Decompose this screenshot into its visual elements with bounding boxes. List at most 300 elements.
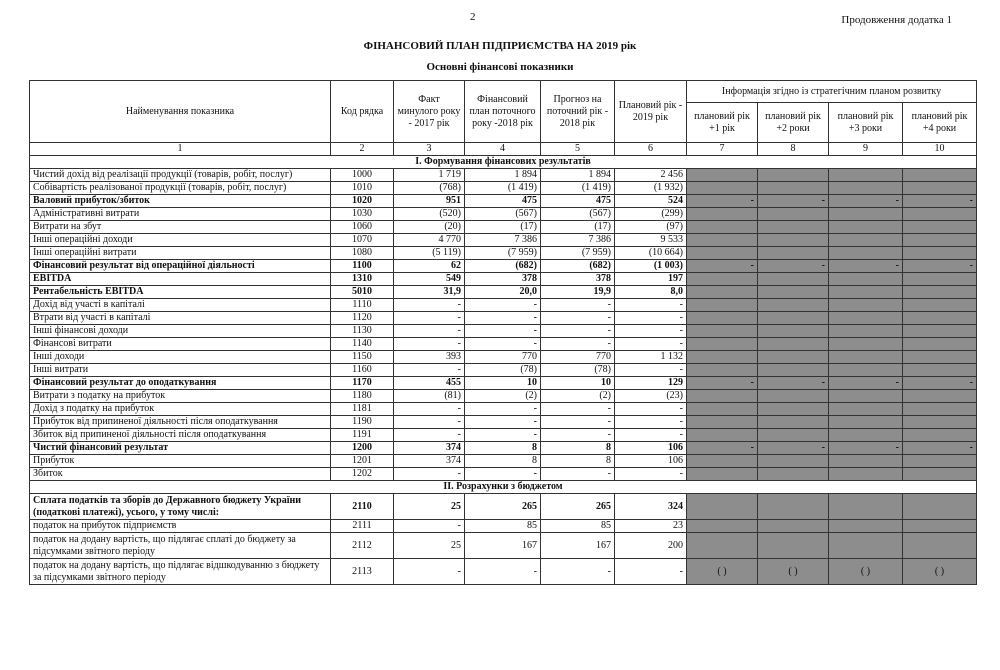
plan-2018-value: 7 386 xyxy=(465,234,541,247)
strategic-cell: - xyxy=(903,442,977,455)
planned-2019-value: - xyxy=(615,559,687,585)
row-code: 1070 xyxy=(331,234,394,247)
table-row xyxy=(30,208,977,221)
strategic-cell xyxy=(758,468,829,481)
row-name: податок на додану вартість, що підлягає відшкодуванню з бюджету за підсумками звітного періоду xyxy=(30,559,331,585)
planned-2019-value: 1 132 xyxy=(615,351,687,364)
planned-2019-value: 8,0 xyxy=(615,286,687,299)
strategic-cell xyxy=(687,364,758,377)
column-number: 1 xyxy=(30,143,331,156)
table-row xyxy=(30,325,977,338)
strategic-cell xyxy=(903,455,977,468)
row-code: 1191 xyxy=(331,429,394,442)
document-subtitle: Основні фінансові показники xyxy=(426,61,574,73)
plan-2018-value: - xyxy=(465,299,541,312)
planned-2019-value: - xyxy=(615,338,687,351)
strategic-cell xyxy=(758,169,829,182)
forecast-2018-value: - xyxy=(541,429,615,442)
strategic-cell: - xyxy=(903,260,977,273)
strategic-cell: ( ) xyxy=(758,559,829,585)
strategic-cell xyxy=(903,390,977,403)
strategic-cell xyxy=(758,208,829,221)
strategic-cell xyxy=(758,364,829,377)
strategic-cell xyxy=(903,208,977,221)
strategic-cell xyxy=(903,338,977,351)
planned-2019-value: (10 664) xyxy=(615,247,687,260)
strategic-cell: - xyxy=(829,377,903,390)
strategic-cell xyxy=(687,351,758,364)
planned-2019-value: 524 xyxy=(615,195,687,208)
header-planned: Плановий рік - 2019 рік xyxy=(615,81,687,143)
section-title: II. Розрахунки з бюджетом xyxy=(30,481,977,494)
table-row xyxy=(30,377,977,390)
plan-2018-value: (2) xyxy=(465,390,541,403)
forecast-2018-value: - xyxy=(541,299,615,312)
row-name: Валовий прибуток/збиток xyxy=(30,195,331,208)
row-code: 1080 xyxy=(331,247,394,260)
forecast-2018-value: - xyxy=(541,559,615,585)
financial-plan-table xyxy=(29,80,977,585)
row-code: 1310 xyxy=(331,273,394,286)
strategic-cell xyxy=(758,182,829,195)
strategic-cell xyxy=(687,468,758,481)
row-code: 1030 xyxy=(331,208,394,221)
forecast-2018-value: - xyxy=(541,468,615,481)
forecast-2018-value: - xyxy=(541,403,615,416)
planned-2019-value: - xyxy=(615,416,687,429)
strategic-cell xyxy=(829,286,903,299)
table-row xyxy=(30,403,977,416)
strategic-cell xyxy=(687,182,758,195)
strategic-cell xyxy=(758,325,829,338)
fact-2017-value: - xyxy=(394,416,465,429)
fact-2017-value: (768) xyxy=(394,182,465,195)
table-row xyxy=(30,182,977,195)
strategic-cell xyxy=(903,429,977,442)
table-row xyxy=(30,351,977,364)
forecast-2018-value: - xyxy=(541,312,615,325)
strategic-cell: - xyxy=(829,442,903,455)
strategic-cell xyxy=(829,468,903,481)
strategic-cell xyxy=(829,390,903,403)
row-code: 1060 xyxy=(331,221,394,234)
header-plus3: плановий рік +3 роки xyxy=(829,103,903,143)
planned-2019-value: 2 456 xyxy=(615,169,687,182)
strategic-cell xyxy=(687,273,758,286)
row-code: 2111 xyxy=(331,520,394,533)
planned-2019-value: 200 xyxy=(615,533,687,559)
strategic-cell xyxy=(903,247,977,260)
table-row xyxy=(30,416,977,429)
strategic-cell xyxy=(687,390,758,403)
forecast-2018-value: 7 386 xyxy=(541,234,615,247)
forecast-2018-value: 770 xyxy=(541,351,615,364)
strategic-cell xyxy=(829,299,903,312)
row-code: 2112 xyxy=(331,533,394,559)
row-code: 2113 xyxy=(331,559,394,585)
row-code: 1170 xyxy=(331,377,394,390)
plan-2018-value: (78) xyxy=(465,364,541,377)
fact-2017-value: - xyxy=(394,299,465,312)
strategic-cell: - xyxy=(687,195,758,208)
page-number: 2 xyxy=(470,11,476,23)
fact-2017-value: 62 xyxy=(394,260,465,273)
table-row xyxy=(30,455,977,468)
header-plus4: плановий рік +4 роки xyxy=(903,103,977,143)
strategic-cell xyxy=(758,299,829,312)
planned-2019-value: 129 xyxy=(615,377,687,390)
plan-2018-value: (682) xyxy=(465,260,541,273)
forecast-2018-value: 475 xyxy=(541,195,615,208)
table-row xyxy=(30,247,977,260)
row-code: 1100 xyxy=(331,260,394,273)
plan-2018-value: 770 xyxy=(465,351,541,364)
strategic-cell: - xyxy=(903,195,977,208)
plan-2018-value: - xyxy=(465,468,541,481)
row-name: Інші витрати xyxy=(30,364,331,377)
table-row xyxy=(30,195,977,208)
strategic-cell xyxy=(829,403,903,416)
fact-2017-value: - xyxy=(394,468,465,481)
strategic-cell xyxy=(903,299,977,312)
row-code: 1180 xyxy=(331,390,394,403)
strategic-cell: ( ) xyxy=(829,559,903,585)
fact-2017-value: - xyxy=(394,559,465,585)
strategic-cell xyxy=(687,299,758,312)
column-number: 2 xyxy=(331,143,394,156)
forecast-2018-value: (567) xyxy=(541,208,615,221)
forecast-2018-value: 10 xyxy=(541,377,615,390)
strategic-cell xyxy=(903,286,977,299)
plan-2018-value: - xyxy=(465,559,541,585)
table-row xyxy=(30,260,977,273)
forecast-2018-value: (682) xyxy=(541,260,615,273)
strategic-cell xyxy=(903,221,977,234)
column-number: 4 xyxy=(465,143,541,156)
row-code: 1120 xyxy=(331,312,394,325)
header-forecast: Прогноз на поточний рік - 2018 рік xyxy=(541,81,615,143)
strategic-cell xyxy=(687,455,758,468)
forecast-2018-value: 8 xyxy=(541,455,615,468)
table-row xyxy=(30,442,977,455)
plan-2018-value: 475 xyxy=(465,195,541,208)
strategic-cell xyxy=(758,455,829,468)
strategic-cell xyxy=(903,364,977,377)
strategic-cell xyxy=(829,182,903,195)
table-row xyxy=(30,169,977,182)
table-row xyxy=(30,494,977,520)
row-name: Собівартість реалізованої продукції (товарів, робіт, послуг) xyxy=(30,182,331,195)
strategic-cell xyxy=(829,169,903,182)
fact-2017-value: - xyxy=(394,429,465,442)
strategic-cell xyxy=(687,247,758,260)
forecast-2018-value: (78) xyxy=(541,364,615,377)
strategic-cell xyxy=(758,273,829,286)
row-name: Адміністративні витрати xyxy=(30,208,331,221)
table-row xyxy=(30,468,977,481)
forecast-2018-value: 1 894 xyxy=(541,169,615,182)
row-code: 1150 xyxy=(331,351,394,364)
header-plus1: плановий рік +1 рік xyxy=(687,103,758,143)
strategic-cell xyxy=(903,182,977,195)
row-name: Інші операційні доходи xyxy=(30,234,331,247)
row-code: 5010 xyxy=(331,286,394,299)
table-row xyxy=(30,390,977,403)
strategic-cell xyxy=(903,312,977,325)
forecast-2018-value: 19,9 xyxy=(541,286,615,299)
planned-2019-value: - xyxy=(615,429,687,442)
table-row xyxy=(30,273,977,286)
plan-2018-value: 8 xyxy=(465,442,541,455)
strategic-cell xyxy=(758,390,829,403)
row-name: Витрати на збут xyxy=(30,221,331,234)
strategic-cell xyxy=(758,221,829,234)
strategic-cell: - xyxy=(687,442,758,455)
fact-2017-value: - xyxy=(394,364,465,377)
planned-2019-value: - xyxy=(615,325,687,338)
row-code: 1181 xyxy=(331,403,394,416)
row-name: Інші операційні витрати xyxy=(30,247,331,260)
strategic-cell xyxy=(903,169,977,182)
fact-2017-value: - xyxy=(394,403,465,416)
strategic-cell xyxy=(758,338,829,351)
table-row xyxy=(30,429,977,442)
strategic-cell xyxy=(903,416,977,429)
header-strategic: Інформація згідно із стратегічним планом розвитку xyxy=(687,81,977,103)
strategic-cell: - xyxy=(903,377,977,390)
fact-2017-value: 31,9 xyxy=(394,286,465,299)
plan-2018-value: 10 xyxy=(465,377,541,390)
row-name: Фінансові витрати xyxy=(30,338,331,351)
column-number: 7 xyxy=(687,143,758,156)
column-number: 9 xyxy=(829,143,903,156)
strategic-cell xyxy=(903,533,977,559)
strategic-cell xyxy=(829,234,903,247)
strategic-cell xyxy=(829,312,903,325)
strategic-cell xyxy=(687,429,758,442)
plan-2018-value: 20,0 xyxy=(465,286,541,299)
strategic-cell: - xyxy=(758,377,829,390)
strategic-cell xyxy=(687,403,758,416)
strategic-cell: - xyxy=(758,260,829,273)
forecast-2018-value: - xyxy=(541,338,615,351)
plan-2018-value: - xyxy=(465,312,541,325)
strategic-cell xyxy=(829,325,903,338)
row-name: податок на прибуток підприємств xyxy=(30,520,331,533)
row-code: 1010 xyxy=(331,182,394,195)
column-number: 5 xyxy=(541,143,615,156)
document-title: ФІНАНСОВИЙ ПЛАН ПІДПРИЄМСТВА НА 2019 рік xyxy=(363,40,637,52)
plan-2018-value: 265 xyxy=(465,494,541,520)
planned-2019-value: 9 533 xyxy=(615,234,687,247)
row-code: 1201 xyxy=(331,455,394,468)
row-name: Сплата податків та зборів до Державного бюджету України (податкові платежі), усього, у тому числі: xyxy=(30,494,331,520)
header-fact: Факт минулого року - 2017 рік xyxy=(394,81,465,143)
row-name: Чистий дохід від реалізації продукції (товарів, робіт, послуг) xyxy=(30,169,331,182)
table-row xyxy=(30,286,977,299)
planned-2019-value: (23) xyxy=(615,390,687,403)
strategic-cell xyxy=(687,169,758,182)
strategic-cell: - xyxy=(758,442,829,455)
fact-2017-value: - xyxy=(394,312,465,325)
row-code: 1020 xyxy=(331,195,394,208)
table-row xyxy=(30,312,977,325)
strategic-cell: - xyxy=(829,260,903,273)
table-row xyxy=(30,221,977,234)
table-row xyxy=(30,520,977,533)
strategic-cell xyxy=(758,429,829,442)
fact-2017-value: 374 xyxy=(394,455,465,468)
strategic-cell xyxy=(829,338,903,351)
forecast-2018-value: 85 xyxy=(541,520,615,533)
row-code: 1000 xyxy=(331,169,394,182)
plan-2018-value: - xyxy=(465,403,541,416)
forecast-2018-value: (2) xyxy=(541,390,615,403)
strategic-cell xyxy=(758,351,829,364)
section-header xyxy=(30,481,977,494)
fact-2017-value: 549 xyxy=(394,273,465,286)
planned-2019-value: 106 xyxy=(615,455,687,468)
row-name: EBITDA xyxy=(30,273,331,286)
row-name: Прибуток xyxy=(30,455,331,468)
forecast-2018-value: - xyxy=(541,416,615,429)
strategic-cell: ( ) xyxy=(903,559,977,585)
row-name: Збиток xyxy=(30,468,331,481)
strategic-cell xyxy=(758,416,829,429)
strategic-cell xyxy=(903,468,977,481)
section-title: I. Формування фінансових результатів xyxy=(30,156,977,169)
strategic-cell xyxy=(758,533,829,559)
fact-2017-value: 455 xyxy=(394,377,465,390)
strategic-cell xyxy=(687,234,758,247)
plan-2018-value: (17) xyxy=(465,221,541,234)
strategic-cell xyxy=(829,221,903,234)
strategic-cell xyxy=(687,312,758,325)
strategic-cell xyxy=(829,494,903,520)
plan-2018-value: 1 894 xyxy=(465,169,541,182)
fact-2017-value: - xyxy=(394,338,465,351)
row-code: 1200 xyxy=(331,442,394,455)
planned-2019-value: (97) xyxy=(615,221,687,234)
row-name: Чистий фінансовий результат xyxy=(30,442,331,455)
strategic-cell xyxy=(829,533,903,559)
strategic-cell xyxy=(687,208,758,221)
fact-2017-value: (20) xyxy=(394,221,465,234)
strategic-cell xyxy=(829,429,903,442)
strategic-cell xyxy=(687,520,758,533)
strategic-cell xyxy=(758,312,829,325)
row-code: 1190 xyxy=(331,416,394,429)
header-code: Код рядка xyxy=(331,81,394,143)
strategic-cell xyxy=(903,403,977,416)
planned-2019-value: (1 003) xyxy=(615,260,687,273)
forecast-2018-value: 167 xyxy=(541,533,615,559)
planned-2019-value: 106 xyxy=(615,442,687,455)
strategic-cell xyxy=(829,247,903,260)
column-number: 8 xyxy=(758,143,829,156)
strategic-cell xyxy=(829,416,903,429)
plan-2018-value: 167 xyxy=(465,533,541,559)
fact-2017-value: 4 770 xyxy=(394,234,465,247)
column-number: 6 xyxy=(615,143,687,156)
table-row xyxy=(30,234,977,247)
header-fin-plan: Фінансовий план поточного року -2018 рік xyxy=(465,81,541,143)
fact-2017-value: 374 xyxy=(394,442,465,455)
row-code: 2110 xyxy=(331,494,394,520)
strategic-cell xyxy=(687,533,758,559)
row-name: Дохід з податку на прибуток xyxy=(30,403,331,416)
plan-2018-value: 85 xyxy=(465,520,541,533)
row-name: Інші фінансові доходи xyxy=(30,325,331,338)
strategic-cell xyxy=(687,286,758,299)
forecast-2018-value: - xyxy=(541,325,615,338)
table-row xyxy=(30,299,977,312)
planned-2019-value: - xyxy=(615,403,687,416)
strategic-cell xyxy=(829,520,903,533)
row-name: Фінансовий результат до оподаткування xyxy=(30,377,331,390)
strategic-cell xyxy=(687,221,758,234)
strategic-cell xyxy=(758,494,829,520)
planned-2019-value: 23 xyxy=(615,520,687,533)
plan-2018-value: - xyxy=(465,429,541,442)
plan-2018-value: 378 xyxy=(465,273,541,286)
strategic-cell xyxy=(903,520,977,533)
row-name: Фінансовий результат від операційної діяльності xyxy=(30,260,331,273)
fact-2017-value: 25 xyxy=(394,533,465,559)
row-code: 1130 xyxy=(331,325,394,338)
forecast-2018-value: (17) xyxy=(541,221,615,234)
fact-2017-value: (520) xyxy=(394,208,465,221)
strategic-cell xyxy=(758,234,829,247)
row-code: 1202 xyxy=(331,468,394,481)
strategic-cell xyxy=(829,364,903,377)
fact-2017-value: 25 xyxy=(394,494,465,520)
forecast-2018-value: 8 xyxy=(541,442,615,455)
row-name: Втрати від участі в капіталі xyxy=(30,312,331,325)
strategic-cell: ( ) xyxy=(687,559,758,585)
planned-2019-value: (299) xyxy=(615,208,687,221)
table-row xyxy=(30,533,977,559)
forecast-2018-value: 378 xyxy=(541,273,615,286)
forecast-2018-value: (7 959) xyxy=(541,247,615,260)
strategic-cell xyxy=(758,520,829,533)
row-name: Рентабельність EBITDA xyxy=(30,286,331,299)
strategic-cell: - xyxy=(829,195,903,208)
forecast-2018-value: 265 xyxy=(541,494,615,520)
planned-2019-value: - xyxy=(615,312,687,325)
planned-2019-value: 324 xyxy=(615,494,687,520)
strategic-cell xyxy=(758,403,829,416)
row-name: Збиток від припиненої діяльності після оподаткування xyxy=(30,429,331,442)
strategic-cell xyxy=(687,325,758,338)
row-name: Інші доходи xyxy=(30,351,331,364)
plan-2018-value: - xyxy=(465,338,541,351)
strategic-cell xyxy=(687,338,758,351)
plan-2018-value: (567) xyxy=(465,208,541,221)
row-name: Витрати з податку на прибуток xyxy=(30,390,331,403)
strategic-cell: - xyxy=(687,260,758,273)
row-code: 1110 xyxy=(331,299,394,312)
plan-2018-value: 8 xyxy=(465,455,541,468)
strategic-cell xyxy=(903,494,977,520)
table-row xyxy=(30,364,977,377)
row-name: податок на додану вартість, що підлягає сплаті до бюджету за підсумками звітного періоду xyxy=(30,533,331,559)
fact-2017-value: (81) xyxy=(394,390,465,403)
fact-2017-value: (5 119) xyxy=(394,247,465,260)
planned-2019-value: - xyxy=(615,468,687,481)
fact-2017-value: - xyxy=(394,325,465,338)
strategic-cell: - xyxy=(758,195,829,208)
